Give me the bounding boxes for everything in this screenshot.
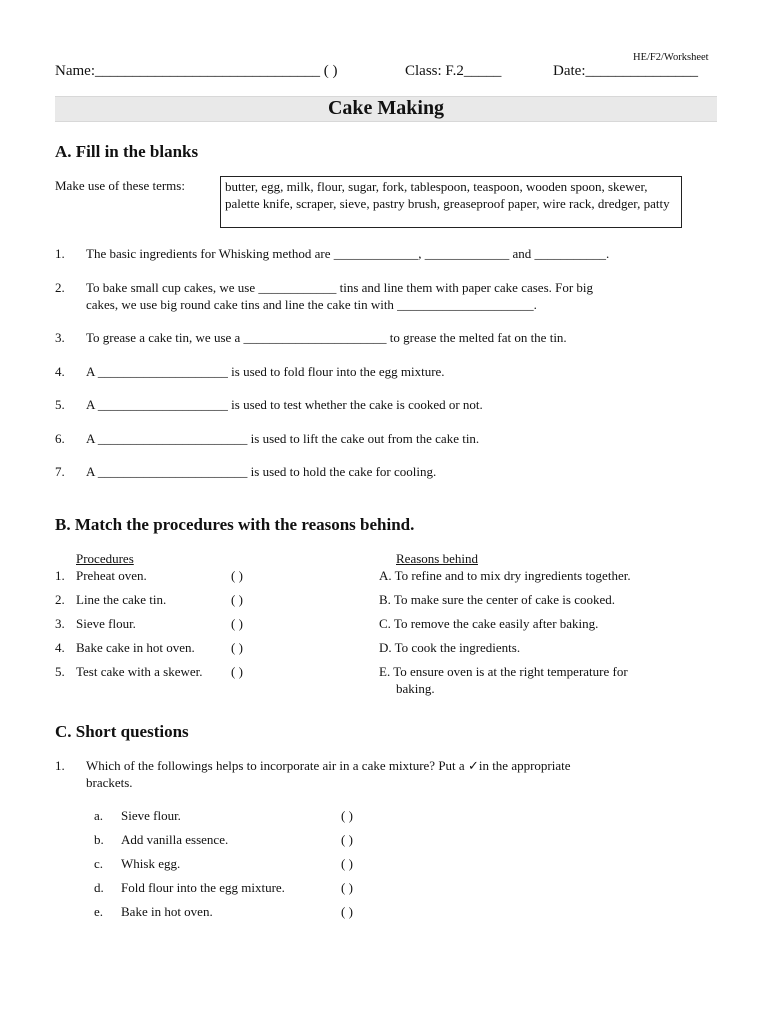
option-letter: b. <box>94 832 104 847</box>
option-bracket: ( ) <box>341 856 353 871</box>
option-text: Sieve flour. <box>121 808 181 823</box>
procedure-bracket: ( ) <box>231 616 243 631</box>
option-text: Add vanilla essence. <box>121 832 229 847</box>
q-a5-number: 5. <box>55 397 65 412</box>
terms-label: Make use of these terms: <box>55 178 185 193</box>
option-letter: a. <box>94 808 104 823</box>
q-a2-line2: cakes, we use big round cake tins and line the cake tin with _____________________. <box>86 297 537 312</box>
q-c1-line1: Which of the followings helps to incorporate air in a cake mixture? Put a ✓in the appropriate <box>86 758 571 773</box>
section-a-heading: A. Fill in the blanks <box>55 142 199 161</box>
procedure-number: 4. <box>55 640 65 655</box>
q-a5-text: A ____________________ is used to test whether the cake is cooked or not. <box>86 397 483 412</box>
date-field: Date:_______________ <box>553 63 698 79</box>
procedure-number: 3. <box>55 616 65 631</box>
procedures-header: Procedures <box>76 551 134 566</box>
terms-box: butter, egg, milk, flour, sugar, fork, tablespoon, teaspoon, wooden spoon, skewer, palette knife, scraper, sieve, pastry brush, greaseproof paper, wire rack, dredger, patty <box>220 176 682 228</box>
q-a6-number: 6. <box>55 431 65 446</box>
q-a2-line1: To bake small cup cakes, we use ____________ tins and line them with paper cake cases. For big <box>86 280 594 295</box>
page-title: Cake Making <box>327 97 445 119</box>
document-code: HE/F2/Worksheet <box>633 52 709 63</box>
q-a1-number: 1. <box>55 246 65 261</box>
procedure-bracket: ( ) <box>231 592 243 607</box>
name-field: Name:______________________________ ( ) <box>55 63 338 79</box>
reason-item: A. To refine and to mix dry ingredients together. <box>379 568 631 583</box>
q-a7-number: 7. <box>55 464 65 479</box>
q-c1-line2: brackets. <box>86 775 133 790</box>
section-c-heading: C. Short questions <box>55 722 189 741</box>
reason-item: B. To make sure the center of cake is cooked. <box>379 592 616 607</box>
option-text: Whisk egg. <box>121 856 181 871</box>
procedure-text: Sieve flour. <box>76 616 136 631</box>
option-letter: e. <box>94 904 104 919</box>
option-bracket: ( ) <box>341 808 353 823</box>
section-b-heading: B. Match the procedures with the reasons behind. <box>55 515 415 534</box>
option-bracket: ( ) <box>341 832 353 847</box>
procedure-text: Test cake with a skewer. <box>76 664 203 679</box>
option-text: Fold flour into the egg mixture. <box>121 880 285 895</box>
q-c1-number: 1. <box>55 758 65 773</box>
procedure-number: 2. <box>55 592 65 607</box>
q-a7-text: A _______________________ is used to hold the cake for cooling. <box>86 464 437 479</box>
option-bracket: ( ) <box>341 904 353 919</box>
option-letter: d. <box>94 880 104 895</box>
reason-item: D. To cook the ingredients. <box>379 640 521 655</box>
option-text: Bake in hot oven. <box>121 904 213 919</box>
procedure-text: Preheat oven. <box>76 568 147 583</box>
q-a1-text: The basic ingredients for Whisking method are _____________, _____________ and ___________. <box>86 246 610 261</box>
q-a4-number: 4. <box>55 364 65 379</box>
class-field: Class: F.2_____ <box>405 63 502 79</box>
procedure-text: Bake cake in hot oven. <box>76 640 195 655</box>
reason-item: C. To remove the cake easily after baking. <box>379 616 599 631</box>
reasons-header: Reasons behind <box>396 551 478 566</box>
option-letter: c. <box>94 856 104 871</box>
procedure-bracket: ( ) <box>231 640 243 655</box>
reason-item: E. To ensure oven is at the right temperature for <box>379 664 628 679</box>
procedure-text: Line the cake tin. <box>76 592 167 607</box>
q-a6-text: A _______________________ is used to lift the cake out from the cake tin. <box>86 431 480 446</box>
option-bracket: ( ) <box>341 880 353 895</box>
procedure-number: 5. <box>55 664 65 679</box>
procedure-bracket: ( ) <box>231 568 243 583</box>
q-a3-text: To grease a cake tin, we use a ______________________ to grease the melted fat on the tin. <box>86 330 567 345</box>
procedure-bracket: ( ) <box>231 664 243 679</box>
q-a2-number: 2. <box>55 280 65 295</box>
q-a4-text: A ____________________ is used to fold flour into the egg mixture. <box>86 364 445 379</box>
q-a3-number: 3. <box>55 330 65 345</box>
reason-e-continued: baking. <box>396 681 435 696</box>
procedure-number: 1. <box>55 568 65 583</box>
